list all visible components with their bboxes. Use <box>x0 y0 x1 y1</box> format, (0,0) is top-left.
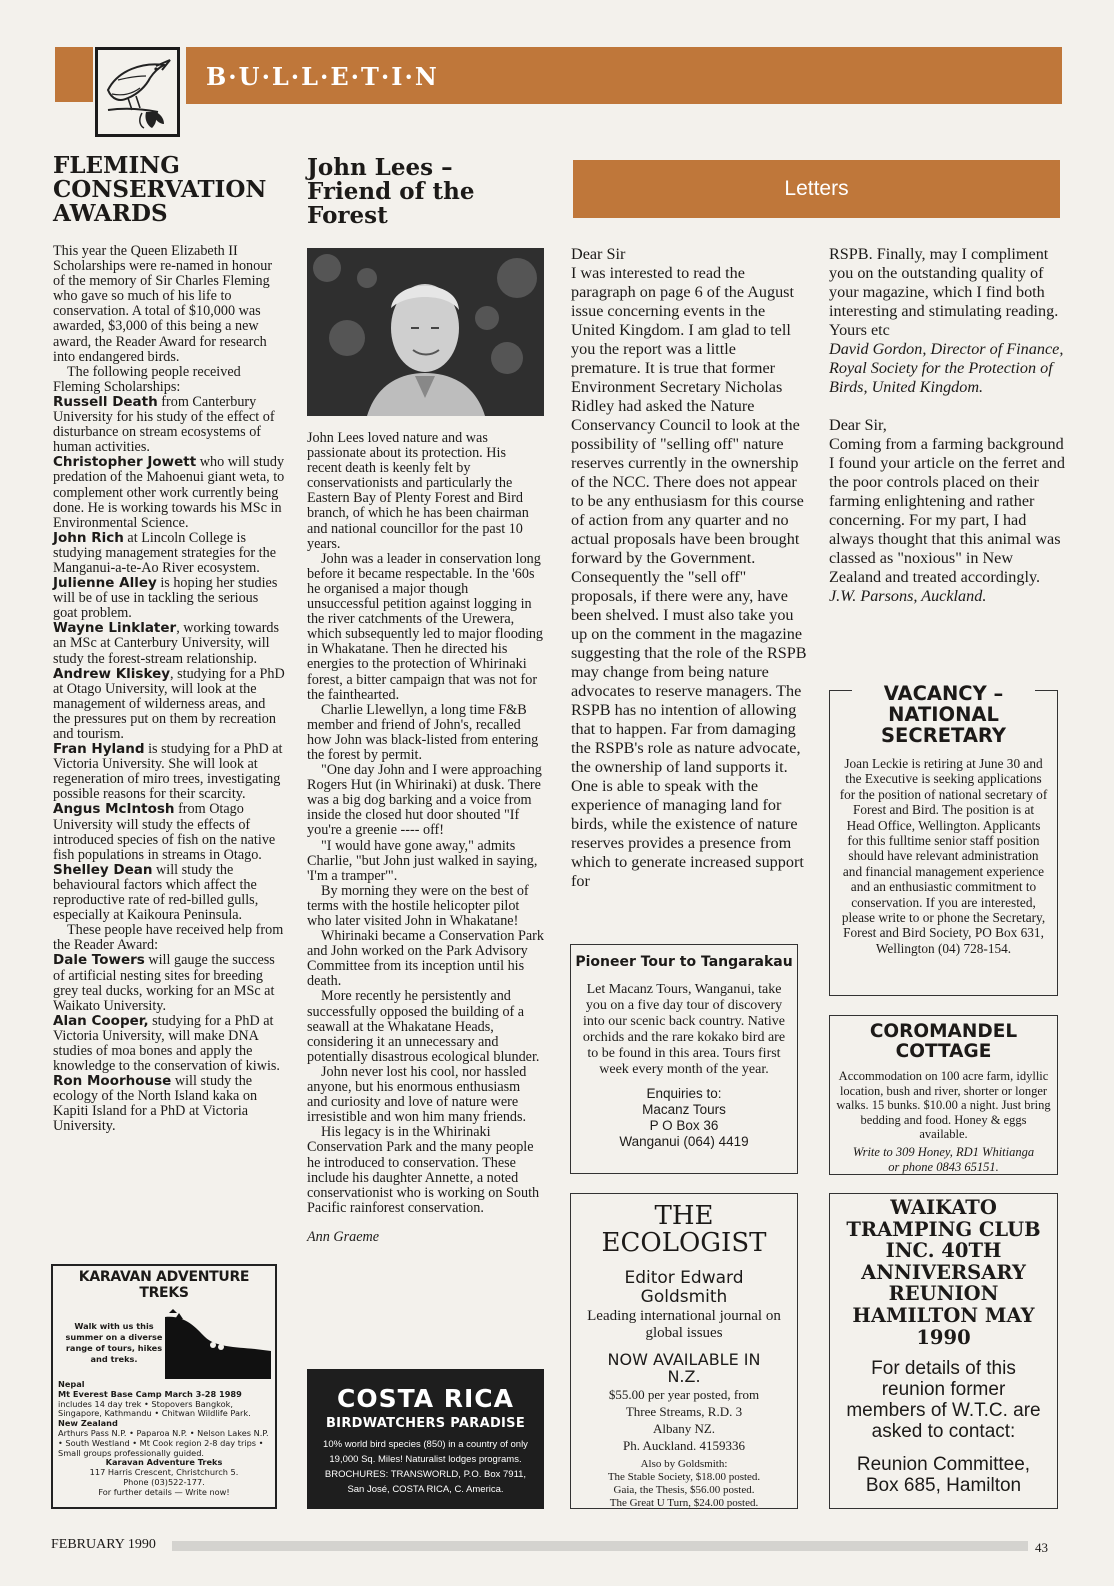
letters-heading: Letters <box>573 160 1060 218</box>
banner-left-block <box>55 47 93 102</box>
recipient: Julienne Alley is hoping her studies will be of use in tackling the serious goat problem. <box>53 575 278 622</box>
waikato-ad: WAIKATO TRAMPING CLUB INC. 40TH ANNIVERSARY REUNION HAMILTON MAY 1990 For details of this reunion former members of W.T.C. are asked to contact: Reunion Committee, Box 685, Hamilton <box>829 1193 1058 1509</box>
portrait-image <box>307 248 544 416</box>
letter2-salutation: Dear Sir, <box>829 416 887 434</box>
bulletin-title: B·U·L·L·E·T·I·N <box>206 62 439 91</box>
letter1-signature: David Gordon, Director of Finance, Royal Society for the Protection of Birds, United Kingdom. <box>829 340 1064 396</box>
karavan-nepal-heading: Nepal <box>58 1379 85 1389</box>
reader-recipient: Dale Towers will gauge the success of artificial nesting sites for breeding grey teal ducks, working for an MSc at Waikato University. <box>53 952 275 1014</box>
costa-rica-ad: COSTA RICA BIRDWATCHERS PARADISE 10% world bird species (850) in a country of only 19,000 Sq. Miles! Naturalist lodges programs. BROCHURES: TRANSWORLD, P.O. Box 7911, San José, COSTA RICA, C. America. <box>307 1369 544 1509</box>
recipient: Christopher Jowett who will study predation of the Mahoenui giant weta, to complement other work currently being done. He is working towards his MSc in Environmental Science. <box>53 454 285 531</box>
fleming-title: FLEMING CONSERVATION AWARDS <box>53 152 267 227</box>
recipient: Fran Hyland is studying for a PhD at Victoria University. She will look at regeneration of miro trees, investigating possible reasons for their scarcity. <box>53 741 283 803</box>
pioneer-ad: Pioneer Tour to Tangarakau Let Macanz Tours, Wanganui, take you on a five day tour of discovery into our scenic back country. Native orchids and the rare kokako bird are to be found in this area. Tours first week every month of the year. Enquiries to: Macanz Tours P O Box 36 Wanganui (064) 4419 <box>570 944 798 1174</box>
vacancy-ad: VACANCY – NATIONAL SECRETARY Joan Leckie is retiring at June 30 and the Executive is seeking applications for the position of national secretary of Forest and Bird. The position is at Head Office, Wellington. Applicants for this fulltime senior staff position should have relevant administration and financial management experience and an enthusiastic commitment to conservation. If you are interested, please write to or phone the Secretary, Forest and Bird Society, PO Box 631, Wellington (04) 728-154. <box>829 690 1058 996</box>
coromandel-ad: COROMANDEL COTTAGE Accommodation on 100 acre farm, idyllic location, bush and river, shorter or longer walks. 15 bunks. $10.00 a night. Just bring bedding and food. Honey & eggs available. Write to 309 Honey, RD1 Whitianga or phone 0843 65151. <box>829 1015 1058 1175</box>
fleming-column <box>53 154 285 1135</box>
fleming-body: This year the Queen Elizabeth II Scholarships were re-named in honour of the memory of Sir Charles Fleming who gave so much of his life to conservation. A total of $10,000 was awarded, $3,000 of this being a new award, the Reader Award for research into endangered birds. The following people received Fleming Scholarships: Russell Death from Canterbury University for his study of the effect of disturbance on stream ecosystems of human activities. Christopher Jowett who will study predation of the Mahoenui giant weta, to complement other work currently being done. He is working towards his MSc in Environmental Science. John Rich at Lincoln College is studying management strategies for the Manganui-a-te-Ao River ecosystem. Julienne Alley is hoping her studies will be of use in tackling the serious goat problem. Wayne Linklater, working towards an MSc at Canterbury University, will study the forest-stream relationship. Andrew Kliskey, studying for a PhD at Otago University, will look at the management of wilderness areas, and the pressures put on them by recreation and tourism. Fran Hyland is studying for a PhD at Victoria University. She will look at regeneration of miro trees, investigating possible reasons for their scarcity. Angus McIntosh from Otago University will study the effects of introduced species of fish on the native fish populations in streams in Otago. Shelley Dean will study the behavioural factors which affect the reproductive rate of red-billed gulls, especially at Kaikoura Peninsula. These people have received help from the Reader Award: Dale Towers will gauge the success of artificial nesting sites for breeding grey teal ducks, working for an MSc at Waikato University. Alan Cooper, studying for a PhD at Victoria University, will make DNA studies of moa bones and apply the knowledge to the conservation of kiwis. Ron Moorhouse will study the ecology of the North Island kaka on Kapiti Island for a PhD at Victoria University. <box>53 243 285 1135</box>
recipient: Angus McIntosh from Otago University will study the effects of introduced species of fish on the native fish populations in streams in Otago. <box>53 801 276 863</box>
recipient: Shelley Dean will study the behavioural factors which affect the reproductive rate of red-billed gulls, especially at Kaikoura Peninsula. <box>53 861 259 924</box>
letter2-body: Coming from a farming background I found your article on the ferret and the poor controls placed on their farming enlightening and rather concerning. For my part, I had always thought that this animal was classed as "noxious" in New Zealand and treated accordingly. <box>829 435 1065 586</box>
ecologist-ad: THE ECOLOGIST Editor Edward Goldsmith Leading international journal on global issues NOW AVAILABLE IN N.Z. $55.00 per year posted, from Three Streams, R.D. 3 Albany NZ. Ph. Auckland. 4159336 Also by Goldsmith: The Stable Society, $18.00 posted. Gaia, the Thesis, $56.00 posted. The Great U Turn, $24.00 posted. <box>570 1193 798 1509</box>
reader-recipient: Alan Cooper, studying for a PhD at Victoria University, will make DNA studies of moa bones and apply the knowledge to the conservation of kiwis. <box>53 1012 280 1075</box>
karavan-title: KARAVAN ADVENTURE TREKS <box>78 1269 250 1301</box>
lees-author: Ann Graeme <box>307 1228 380 1245</box>
reader-recipient: Ron Moorhouse will study the ecology of the North Island kaka on Kapiti Island for a PhD at Victoria University. <box>53 1073 258 1135</box>
letters-column-b: RSPB. Finally, may I compliment you on the outstanding quality of your magazine, which I find both interesting and stimulating reading. Yours etc David Gordon, Director of Finance, Royal Society for the Protection of Birds, United Kingdom. Dear Sir, Coming from a farming background I found your article on the ferret and the poor controls placed on their farming enlightening and rather concerning. For my part, I had always thought that this animal was classed as "noxious" in New Zealand and treated accordingly. J.W. Parsons, Auckland. <box>829 245 1065 605</box>
bird-logo <box>95 47 180 137</box>
page-number: 43 <box>1035 1540 1048 1555</box>
bird-icon <box>98 50 177 134</box>
letter1-body: I was interested to read the paragraph on page 6 of the August issue concerning events in the United Kingdom. I am glad to tell you the report was a little premature. It is true that former Environment Secretary Nicholas Ridley had asked the Nature Conservancy Council to look at the possibility of "selling off" nature reserves currently in the ownership of the NCC. There does not appear to be any enthusiasm for this course of action from any quarter and no actual proposals have been brought forward by the Government. Consequently the "sell off" proposals, if there were any, have been shelved. I must also take you up on the comment in the magazine suggesting that the role of the RSPB may change from being nature advocates to reserve managers. The RSPB has no intention of allowing that to happen. Far from damaging the RSPB's role as nature advocate, the ownership of land supports it. One is able to speak with the experience of managing land for birds, while the existence of nature reserves provides a presence from which to generate increased support for <box>571 264 807 890</box>
letters-column-a <box>571 245 807 891</box>
lees-body: John Lees loved nature and was passionate about its protection. His recent death is keenly felt by conservationists and particularly the Eastern Bay of Plenty Forest and Bird branch, of which he has been chairman and national councillor for the past 10 years. John was a leader in conservation long before it became respectable. In the '60s he organised a major though unsuccessful petition against logging in the river catchments of the Urewera, which subsequently led to major flooding in Whakatane. Then he directed his energies to the protection of Whirinaki forest, a bitter campaign that was not for the fainthearted. Charlie Llewellyn, a long time F&B member and friend of John's, recalled how John was black-listed from entering the forest by permit. "One day John and I were approaching Rogers Hut (in Whirinaki) at dusk. There was a big dog barking and a voice from inside the closed hut door shouted "If you're a greenie ---- off! "I would have gone away," admits Charlie, "but John just walked in saying, 'I'm a tramper'". By morning they were on the best of terms with the hostile helicopter pilot who later visited John in Whakatane! Whirinaki became a Conservation Park and John worked on the Park Advisory Committee from its inception until his death. More recently he persistently and successfully opposed the building of a seawall at the Whakatane Heads, considering it an unnecessary and potentially disastrous ecological blunder. John never lost his cool, nor hassled anyone, but his enormous enthusiasm and curiosity and love of nature were irresistible and won him many friends. His legacy is in the Whirinaki Conservation Park and the many people he introduced to conservation. These include his daughter Annette, a noted conservationist who is working on South Pacific rainforest conservation. Ann Graeme <box>307 430 544 1245</box>
karavan-ad: KARAVAN ADVENTURE TREKS Walk with us this summer on a diverse range of tours, hikes and treks. Nepal Mt Everest Base Camp March 3-28 1989 includes 14 day trek • Stopovers Bangkok, Singapore, Kathmandu • Chitwan Wildlife Park. New Zealand Arthurs Pass N.P. • Paparoa N.P. • Nelson Lakes N.P. • South Westland • Mt Cook region 2-8 day trips • Small groups professionally guided. Karavan Adventure Treks 117 Harris Crescent, Christchurch 5. Phone (03)522-177. For further details — Write now! <box>51 1264 277 1509</box>
john-lees-photo <box>307 248 544 416</box>
lees-title: John Lees – Friend of the Forest <box>307 154 475 229</box>
recipient: Andrew Kliskey, studying for a PhD at Otago University, will look at the management of wilderness areas, and the pressures put on them by recreation and tourism. <box>53 665 285 742</box>
issue-date: FEBRUARY 1990 <box>51 1537 156 1552</box>
karavan-nz-heading: New Zealand <box>58 1418 118 1429</box>
recipient: John Rich at Lincoln College is studying management strategies for the Manganui-a-te-Ao River ecosystem. <box>53 529 276 576</box>
karavan-intro: Walk with us this summer on a diverse range of tours, hikes and treks. <box>65 1321 163 1364</box>
trek-photo <box>165 1307 271 1379</box>
lees-column <box>307 154 544 1245</box>
letter1-salutation: Dear Sir <box>571 245 626 263</box>
recipient: Wayne Linklater, working towards an MSc at Canterbury University, will study the forest-stream relationship. <box>53 620 280 667</box>
recipient: Russell Death from Canterbury University for his study of the effect of disturbance on stream ecosystems of human activities. <box>53 393 275 456</box>
footer-rule <box>172 1541 1028 1551</box>
letter2-signature: J.W. Parsons, Auckland. <box>829 587 987 605</box>
